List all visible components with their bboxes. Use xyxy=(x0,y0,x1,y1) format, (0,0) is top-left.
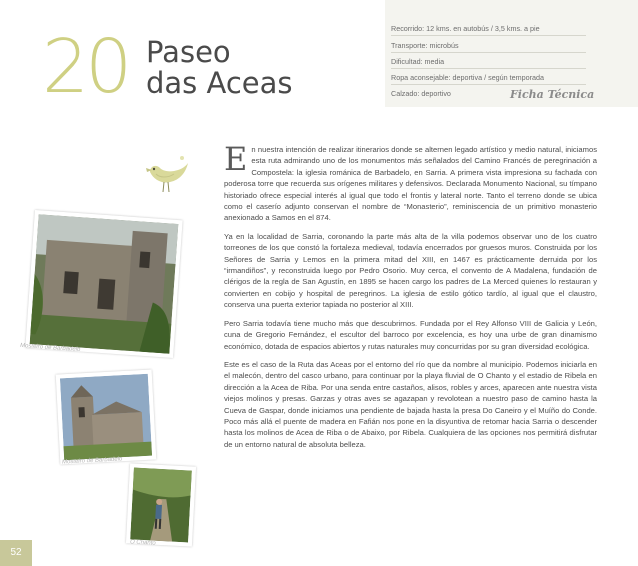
ficha-row-transporte: Transporte: microbús xyxy=(391,41,586,53)
article-body xyxy=(224,140,597,457)
bird-icon xyxy=(142,150,190,198)
page-number: 52 xyxy=(0,540,32,566)
monastery-image xyxy=(30,214,179,353)
photo-monastery-barbadelo xyxy=(25,210,182,358)
caption-photo-3: O Chanto xyxy=(129,539,156,547)
route-number: 20 xyxy=(42,24,129,110)
paragraph-1-text: n nuestra intención de realizar itinerarios donde se alternen legado artístico y medio natural, iniciamos esta ruta admirando uno de los monumentos más señalados del Camino Francés de peregrinación a Compostela: la iglesia románica de Barbadelo, en Sarria. A primera vista impresiona su fachada con poderosa torre que recuerda sus orígenes militares y defensivos. Declarada Monumento Nacional, su tímpano historiado ofrece especial interés al igual que todo el frontis y lateral norte. Tanto el terreno donde se ubica como el caserío adjunto conservan el nombre de “Monasterio”, reminiscencia de un primitivo monasterio anexionado a Samos en el 874. xyxy=(224,145,597,223)
photo-forest-path xyxy=(126,463,196,546)
forest-image xyxy=(130,468,192,543)
ficha-row-ropa: Ropa aconsejable: deportiva / según temporada xyxy=(391,73,586,85)
paragraph-3: Pero Sarria todavía tiene mucho más que descubrirnos. Fundada por el Rey Alfonso VIII de Galicia y León, cuna de Gregorio Fernández, el escultor del barroco por excelencia, es hoy una urbe de gran dinamismo económico, dotada de espacios abiertos y rutas naturales muy concurridas por su gran diversidad ecológica. xyxy=(224,318,597,351)
caption-photo-2: Mosteiro de Barbadelo xyxy=(61,456,123,466)
drop-cap: E xyxy=(224,140,248,178)
church-image xyxy=(60,374,152,460)
caption-photo-1: Mosteiro de Barbadelo xyxy=(19,342,81,354)
title-line-2: das Aceas xyxy=(146,66,293,100)
paragraph-4: Este es el caso de la Ruta das Aceas por el entorno del río que da nombre al municipio. Podemos iniciarla en el malecón, dentro del casco urbano, para continuar por la playa fluvial de O Chanto y el estadio de Ribela en dirección a la Acea de Riba. Por una senda entre castaños, alisos, robles y arces, aparecen ante nuestra vista viejos molinos y presas. Garzas y otras aves se agazapan y revolotean a nuestro paso de camino hasta la Cueva de Gaspar, donde iniciamos una pendiente de bajada hasta la presa Do Caneiro y el Muíño do Conde. Poco más allá el puente de madera en Fafián nos pone en la disyuntiva de retomar hacia Sarria o descender hasta los molinos de Acea de Riba o de Abaixo, por Ribela. Cualquiera de las opciones nos permitirá disfrutar de un entorno natural de absoluta belleza. xyxy=(224,359,597,449)
page-title xyxy=(146,37,293,99)
ficha-row-recorrido: Recorrido: 12 kms. en autobús / 3,5 kms. a pie xyxy=(391,24,586,36)
photo-church-tower xyxy=(56,370,157,465)
ficha-row-calzado: Calzado: deportivo xyxy=(391,89,451,98)
title-line-1: Paseo xyxy=(146,35,231,69)
paragraph-2: Ya en la localidad de Sarria, coronando la parte más alta de la villa podemos observar uno de los cuatro torreones de los que constó la fortaleza medieval, todavía encerrados por gruesos muros. Construida por los Señores de Sarria y Lemos en la primera mitad del XIII, en 1467 es prácticamente derruida por los “irmandiños”, y reconstruida luego por Pedro Osorio. Muy cerca, el convento de A Madalena, fundación de clérigos de la regla de San Agustín, en 1895 se hacen cargo los padres de La Merced quienes lo restauran y convierten en cobijo y hospital de peregrinos. La iglesia de estilo gótico tardío, al igual que el claustro, conserva una puerta exterior tapiada no posterior al XIII. xyxy=(224,231,597,310)
ficha-tecnica-label: Ficha Técnica xyxy=(510,88,595,101)
ficha-row-dificultad: Dificultad: media xyxy=(391,57,586,69)
paragraph-1 xyxy=(224,140,597,224)
